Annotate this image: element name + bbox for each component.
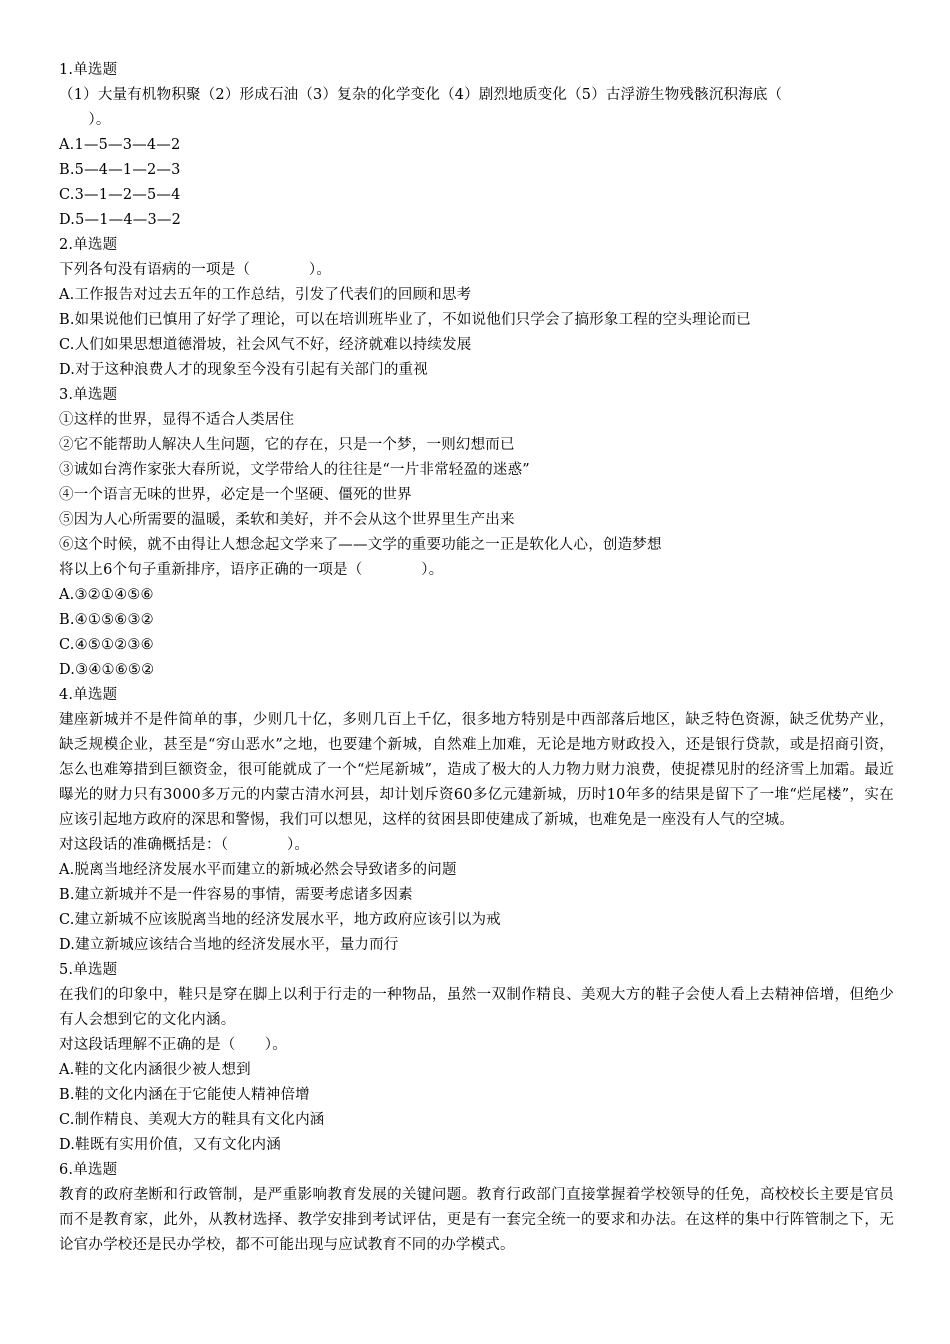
question-header: 1.单选题: [59, 62, 118, 78]
question-header: 4.单选题: [59, 687, 118, 703]
question-header: 6.单选题: [59, 1162, 118, 1178]
option-b: B.鞋的文化内涵在于它能使人精神倍增: [59, 1087, 310, 1103]
option-b: B.建立新城并不是一件容易的事情，需要考虑诸多因素: [59, 887, 413, 903]
question-stem: 将以上6个句子重新排序，语序正确的一项是（ ）。: [59, 562, 444, 578]
option-a: A.脱离当地经济发展水平而建立的新城必然会导致诸多的问题: [59, 862, 457, 878]
option-c: C.人们如果思想道德滑坡，社会风气不好，经济就难以持续发展: [59, 337, 472, 353]
option-b: B.5—4—1—2—3: [59, 162, 181, 178]
question-4: [59, 683, 894, 958]
option-d: D.对于这种浪费人才的现象至今没有引起有关部门的重视: [59, 362, 428, 378]
option-c: C.3—1—2—5—4: [59, 187, 181, 203]
question-stem: 下列各句没有语病的一项是（ ）。: [59, 262, 332, 278]
question-header: 5.单选题: [59, 962, 118, 978]
option-c: C.建立新城不应该脱离当地的经济发展水平，地方政府应该引以为戒: [59, 912, 501, 928]
option-a: A.1—5—3—4—2: [59, 137, 181, 153]
question-stem: ）。: [59, 112, 111, 128]
sentence-6: ⑥这个时候，就不由得让人想念起文学来了——文学的重要功能之一正是软化人心，创造梦想: [59, 537, 662, 553]
option-b: B.如果说他们已慎用了好学了理论，可以在培训班毕业了，不如说他们只学会了搞形象工程的空头理论而已: [59, 312, 751, 328]
question-1: [59, 58, 894, 233]
sentence-3: ③诚如台湾作家张大春所说，文学带给人的往往是“一片非常轻盈的迷惑”: [59, 462, 530, 478]
option-d: D.③④①⑥⑤②: [59, 662, 155, 678]
question-stem: 对这段话理解不正确的是（ ）。: [59, 1037, 287, 1053]
question-header: 3.单选题: [59, 387, 118, 403]
sentence-1: ①这样的世界，显得不适合人类居住: [59, 412, 295, 428]
option-d: D.建立新城应该结合当地的经济发展水平，量力而行: [59, 937, 399, 953]
question-passage: 建座新城并不是件简单的事，少则几十亿，多则几百上千亿，很多地方特别是中西部落后地区，缺乏特色资源，缺乏优势产业，缺乏规模企业，甚至是“穷山恶水”之地，也要建个新城，自然难上加难，无论是地方财政投入，还是银行贷款，或是招商引资，怎么也难筹措到巨额资金，很可能就成了一个“烂尾新城”，造成了极大的人力物力财力浪费，使捉襟见肘的经济雪上加霜。最近曝光的财力只有3000多万元的内蒙古清水河县，却计划斥资60多亿元建新城，历时10年多的结果是留下了一堆“烂尾楼”，实在应该引起地方政府的深思和警惕，我们可以想见，这样的贫困县即使建成了新城，也难免是一座没有人气的空城。: [59, 712, 894, 828]
question-stem: 对这段话的准确概括是：（ ）。: [59, 837, 310, 853]
question-passage: 在我们的印象中，鞋只是穿在脚上以利于行走的一种物品，虽然一双制作精良、美观大方的鞋子会使人看上去精神倍增，但绝少有人会想到它的文化内涵。: [59, 987, 894, 1028]
option-b: B.④①⑤⑥③②: [59, 612, 154, 628]
question-stem: （1）大量有机物积聚（2）形成石油（3）复杂的化学变化（4）剧烈地质变化（5）古浮游生物残骸沉积海底（: [59, 87, 783, 103]
question-5: [59, 958, 894, 1158]
question-header: 2.单选题: [59, 237, 118, 253]
exam-page: [59, 58, 894, 1258]
question-passage: 教育的政府垄断和行政管制，是严重影响教育发展的关键问题。教育行政部门直接掌握着学校领导的任免，高校校长主要是官员而不是教育家，此外，从教材选择、教学安排到考试评估，更是有一套完全统一的要求和办法。在这样的集中行阵管制之下，无论官办学校还是民办学校，都不可能出现与应试教育不同的办学模式。: [59, 1187, 894, 1253]
sentence-5: ⑤因为人心所需要的温暖，柔软和美好，并不会从这个世界里生产出来: [59, 512, 515, 528]
option-a: A.鞋的文化内涵很少被人想到: [59, 1062, 251, 1078]
question-6: [59, 1158, 894, 1258]
sentence-2: ②它不能帮助人解决人生问题，它的存在，只是一个梦，一则幻想而已: [59, 437, 515, 453]
option-a: A.工作报告对过去五年的工作总结，引发了代表们的回顾和思考: [59, 287, 472, 303]
question-3: [59, 383, 894, 683]
option-d: D.5—1—4—3—2: [59, 212, 182, 228]
option-c: C.制作精良、美观大方的鞋具有文化内涵: [59, 1112, 325, 1128]
option-a: A.③②①④⑤⑥: [59, 587, 154, 603]
option-d: D.鞋既有实用价值，又有文化内涵: [59, 1137, 281, 1153]
sentence-4: ④一个语言无味的世界，必定是一个坚硬、僵死的世界: [59, 487, 412, 503]
question-2: [59, 233, 894, 383]
option-c: C.④⑤①②③⑥: [59, 637, 154, 653]
